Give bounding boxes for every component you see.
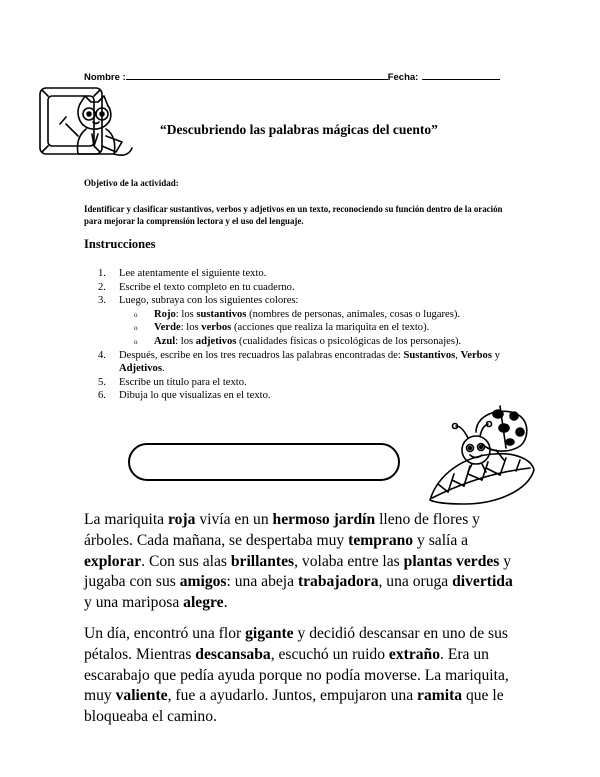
- bold-word: Adjetivos: [119, 363, 162, 375]
- text-span: y una mariposa: [84, 594, 184, 612]
- instruction-marker: o: [134, 337, 138, 346]
- instruction-subitem: [84, 335, 524, 349]
- text-span: lleno de flores y árboles. Cada mañana, se despertaba muy: [84, 511, 480, 549]
- title-answer-box[interactable]: [128, 443, 400, 481]
- story-paragraph: [84, 624, 524, 728]
- date-blank[interactable]: [422, 70, 500, 80]
- instruction-marker: 1.: [98, 268, 106, 279]
- bold-word: trabajadora: [297, 573, 379, 591]
- ladybug-on-leaf-illustration: [424, 404, 540, 508]
- instruction-item: [84, 267, 524, 281]
- bold-word: Verde: [154, 322, 181, 334]
- text-span: .: [223, 594, 228, 612]
- text-span: : los: [175, 308, 197, 320]
- bold-word: roja: [168, 511, 196, 528]
- text-span: Escribe un título para el texto.: [119, 376, 247, 388]
- bold-word: adjetivos: [195, 335, 237, 347]
- bold-word: temprano: [348, 531, 414, 549]
- text-span: vivía en un: [195, 511, 273, 528]
- bold-word: extraño: [388, 645, 441, 663]
- instruction-marker: 4.: [98, 349, 106, 361]
- bold-word: gigante: [245, 624, 294, 642]
- instruction-marker: 2.: [98, 281, 106, 293]
- text-span: y jugaba con sus: [84, 552, 512, 591]
- date-label: Fecha:: [387, 72, 419, 83]
- bold-word: valiente: [115, 687, 168, 705]
- text-span: La mariquita: [84, 511, 168, 528]
- bold-word: verbos: [201, 322, 232, 334]
- text-span: y decidió descansar en uno de sus pétalos. Mientras: [84, 624, 508, 663]
- text-span: , una oruga: [378, 573, 453, 591]
- name-label: Nombre :: [84, 72, 126, 83]
- bold-word: hermoso jardín: [272, 511, 376, 528]
- instruction-marker: 3.: [98, 295, 106, 307]
- header-line: [84, 70, 504, 83]
- bold-word: amigos: [179, 573, 227, 591]
- bold-word: plantas verdes: [403, 552, 500, 570]
- name-blank[interactable]: [126, 70, 388, 80]
- text-span: (cualidades físicas o psicológicas de los personajes).: [236, 335, 462, 347]
- instruction-item: [84, 349, 524, 376]
- instruction-item: [84, 281, 524, 295]
- instruction-item: [84, 376, 524, 390]
- bold-word: brillantes: [230, 552, 295, 570]
- text-span: , escuchó un ruido: [270, 645, 389, 663]
- worksheet-title: “Descubriendo las palabras mágicas del cuento”: [160, 122, 438, 137]
- text-span: Lee atentamente el siguiente texto.: [119, 268, 267, 279]
- bold-word: ramita: [417, 687, 463, 705]
- text-span: (acciones que realiza la mariquita en el texto).: [231, 322, 430, 334]
- text-span: y: [491, 349, 500, 361]
- instruction-marker: 6.: [98, 390, 106, 402]
- text-span: que le bloqueaba el camino.: [84, 687, 504, 726]
- bold-word: descansaba: [195, 645, 271, 663]
- bold-word: divertida: [452, 573, 513, 591]
- text-span: , volaba entre las: [294, 552, 404, 570]
- bold-word: sustantivos: [196, 308, 247, 320]
- objective-label: Objetivo de la actividad:: [84, 178, 179, 188]
- text-span: Escribe el texto completo en tu cuaderno.: [119, 281, 295, 293]
- text-span: : los: [180, 322, 202, 334]
- text-span: y salía a: [413, 531, 469, 549]
- text-span: Después, escribe en los tres recuadros las palabras encontradas de:: [119, 349, 404, 361]
- text-span: .: [161, 363, 165, 375]
- bold-word: Rojo: [154, 308, 176, 320]
- text-span: Un día, encontró una flor: [84, 624, 246, 642]
- instruction-marker: o: [134, 310, 138, 319]
- instruction-item: [84, 294, 524, 308]
- instruction-marker: o: [134, 324, 138, 333]
- text-span: Luego, subraya con los siguientes colores:: [119, 295, 299, 307]
- text-span: : los: [175, 335, 196, 347]
- text-span: Dibuja lo que visualizas en el texto.: [119, 390, 271, 402]
- story-paragraph: [84, 510, 524, 614]
- objective-text: Identificar y clasificar sustantivos, verbos y adjetivos en un texto, reconociendo su función dentro de la oración para mejorar la comprensión lectora y el uso del lenguaje.: [84, 204, 503, 226]
- text-span: (nombres de personas, animales, cosas o lugares).: [246, 308, 461, 320]
- text-span: ,: [455, 349, 461, 361]
- instruction-item: [84, 389, 524, 403]
- bold-word: alegre: [183, 594, 224, 612]
- story-text: [84, 510, 524, 738]
- instruction-subitem: [84, 321, 524, 335]
- cat-teacher-illustration: [36, 84, 144, 164]
- instruction-marker: 5.: [98, 376, 106, 388]
- instructions-list: [84, 267, 524, 403]
- bold-word: explorar: [84, 552, 142, 570]
- text-span: . Era un escarabajo que pedía ayuda porque no podía moverse. La mariquita, muy: [84, 645, 509, 705]
- instruction-subitem: [84, 308, 524, 322]
- bold-word: Verbos: [460, 349, 492, 361]
- bold-word: Sustantivos: [403, 349, 456, 361]
- text-span: , fue a ayudarlo. Juntos, empujaron una: [167, 687, 418, 705]
- text-span: . Con sus alas: [141, 552, 231, 570]
- bold-word: Azul: [154, 335, 176, 347]
- instructions-heading: Instrucciones: [84, 237, 156, 251]
- text-span: : una abeja: [226, 573, 298, 591]
